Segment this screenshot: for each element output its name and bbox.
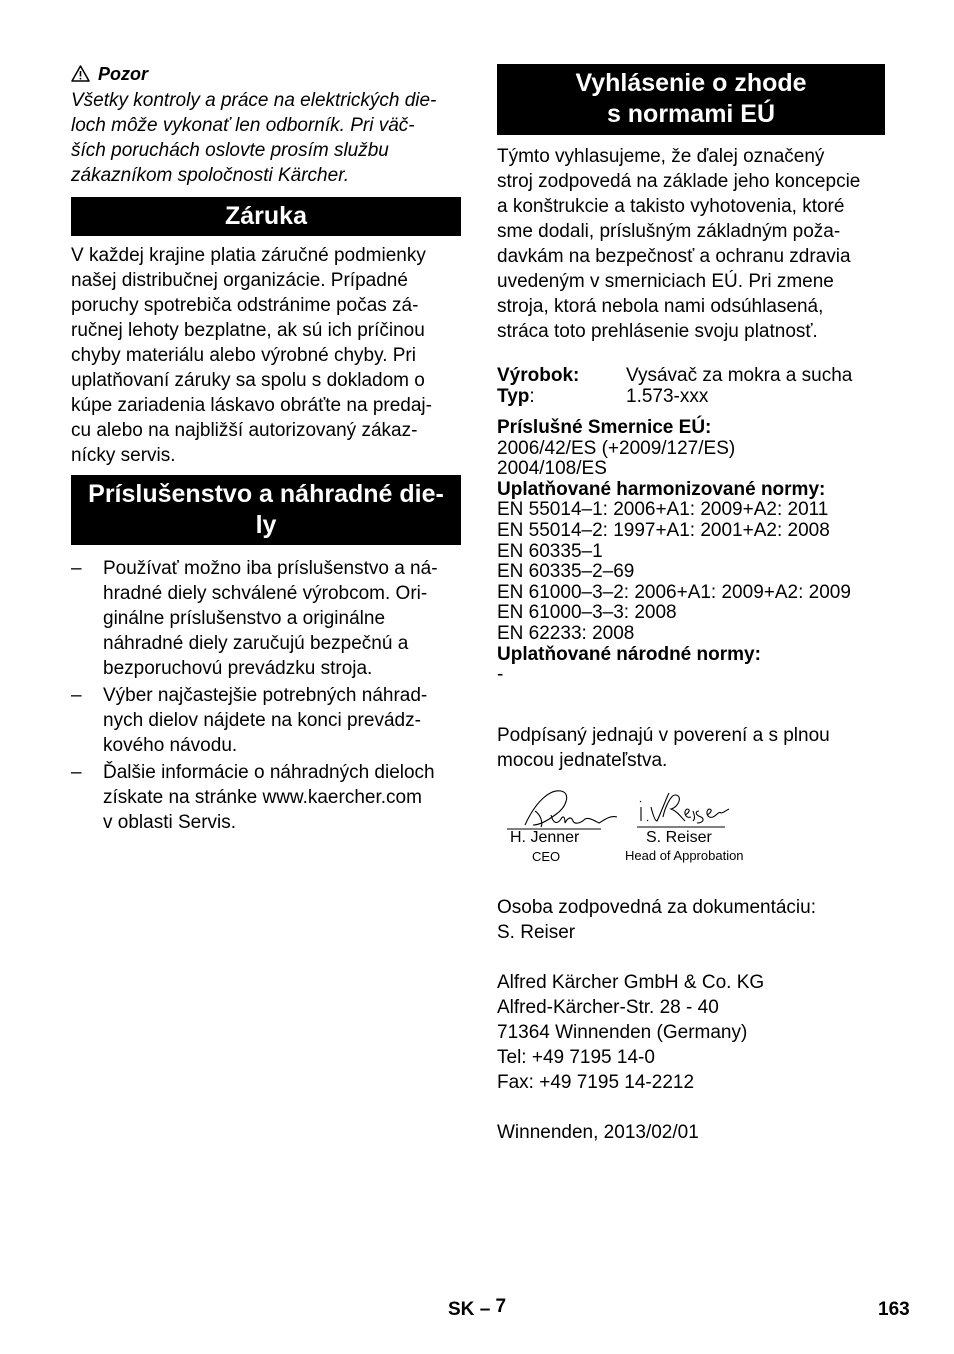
caution-line: ších poruchách oslovte prosím službu (71, 140, 389, 161)
list-item-line: Ďalšie informácie o náhradných dieloch (103, 762, 435, 783)
harmonized-item: EN 62233: 2008 (497, 622, 635, 644)
list-item-line: v oblasti Servis. (103, 812, 237, 833)
declaration-intro (497, 144, 885, 344)
national-item: - (497, 664, 504, 686)
harmonized-item: EN 61000–3–2: 2006+A1: 2009+A2: 2009 (497, 581, 851, 603)
caution-line: loch môže vykonať len odborník. Pri väč- (71, 115, 415, 136)
page-number: 163 (878, 1299, 910, 1320)
warranty-heading-text: Záruka (225, 202, 307, 230)
footer-section: SK (448, 1299, 475, 1320)
harmonized-item: EN 61000–3–3: 2008 (497, 602, 677, 624)
warranty-heading (71, 197, 461, 236)
signatory-name: S. Reiser (646, 828, 712, 846)
address-line: Alfred Kärcher GmbH & Co. KG (497, 971, 765, 993)
warranty-line: nícky servis. (71, 445, 176, 466)
accessories-list (71, 556, 461, 835)
caution-text (71, 88, 461, 188)
signatory-role: Head of Approbation (625, 847, 744, 863)
date-place (497, 1120, 885, 1145)
product-value: Vysávač za mokra a sucha (626, 365, 853, 386)
address-line: Fax: +49 7195 14-2212 (497, 1071, 695, 1093)
type-label-wrap (497, 386, 535, 407)
list-dash: – (71, 762, 82, 783)
list-item-line: Výber najčastejšie potrebných náhrad- (103, 685, 428, 706)
signature-jenner-image (505, 785, 625, 833)
product-info (497, 365, 885, 407)
intro-line: uvedeným v smerniciach EÚ. Pri zmene (497, 271, 834, 292)
harmonized-item: EN 60335–2–69 (497, 561, 635, 583)
product-row (497, 365, 885, 386)
warranty-line: ručnej lehoty bezplatne, ak sú ich príčinou (71, 320, 425, 341)
responsible-line: S. Reiser (497, 921, 576, 943)
list-item-line: nych dielov nájdete na konci prevádz- (103, 710, 421, 731)
intro-line: davkám na bezpečnosť a ochranu zdravia (497, 246, 851, 267)
directive-item: 2004/108/ES (497, 458, 607, 480)
intro-line: stráca toto prehlásenie svoju platnosť. (497, 321, 818, 342)
type-colon: : (529, 386, 535, 407)
declaration-heading (497, 64, 885, 135)
warranty-line: kúpe zariadenia láskavo obráťte na predaj- (71, 395, 432, 416)
right-column (497, 64, 885, 1145)
signed-text (497, 723, 885, 773)
caution-line: Všetky kontroly a práce na elektrických die- (71, 90, 437, 111)
company-address (497, 970, 885, 1095)
warranty-line: poruchy spotrebiča odstránime počas zá- (71, 295, 419, 316)
warranty-line: V každej krajine platia záručné podmienky (71, 245, 426, 266)
list-dash: – (71, 685, 82, 706)
product-label: Výrobok: (497, 365, 580, 386)
footer-dash: – (479, 1299, 491, 1320)
accessories-heading-line: ly (255, 511, 277, 539)
warranty-text (71, 243, 461, 468)
caution-line: zákazníkom spoločnosti Kärcher. (71, 165, 350, 186)
intro-line: stroj zodpovedá na základe jeho koncepcie (497, 171, 861, 192)
declaration-heading-line: s normami EÚ (606, 100, 776, 128)
intro-line: a konštrukcie a takisto vyhotovenia, ktoré (497, 196, 845, 217)
intro-line: sme dodali, príslušným základným poža- (497, 221, 841, 242)
intro-line: stroja, ktorá nebola nami odsúhlasená, (497, 296, 824, 317)
footer-section-label (448, 1296, 507, 1321)
declaration-heading-line: Vyhlásenie o zhode (575, 69, 807, 97)
caution-title (71, 62, 461, 86)
address-line: 71364 Winnenden (Germany) (497, 1021, 748, 1043)
signed-line: mocou jednateľstva. (497, 749, 668, 771)
list-item-line: hradné diely schválené výrobcom. Ori- (103, 583, 428, 604)
intro-line: Týmto vyhlasujeme, že ďalej označený (497, 146, 825, 167)
directive-item: 2006/42/ES (+2009/127/ES) (497, 437, 736, 459)
list-item-line: získate na stránke www.kaercher.com (103, 787, 422, 808)
signature-reiser-image (635, 787, 731, 831)
national-label: Uplatňované národné normy: (497, 643, 761, 665)
warranty-line: cu alebo na najbližší autorizovaný zákaz- (71, 420, 418, 441)
warranty-line: našej distribučnej organizácie. Prípadné (71, 270, 408, 291)
left-column (71, 62, 461, 837)
harmonized-label: Uplatňované harmonizované normy: (497, 478, 826, 500)
signatory-role: CEO (532, 848, 561, 864)
footer-section-page: 7 (495, 1296, 507, 1317)
type-row (497, 386, 885, 407)
list-item-line: ginálne príslušenstvo a originálne (103, 608, 386, 629)
list-item-line: kového návodu. (103, 735, 238, 756)
signatures (497, 785, 885, 885)
directives-label: Príslušné Smernice EÚ: (497, 417, 712, 438)
type-value: 1.573-xxx (626, 386, 709, 407)
caution-title-text: Pozor (98, 64, 149, 84)
harmonized-item: EN 55014–1: 2006+A1: 2009+A2: 2011 (497, 499, 829, 521)
address-line: Tel: +49 7195 14-0 (497, 1046, 655, 1068)
signed-line: Podpísaný jednajú v poverení a s plnou (497, 724, 830, 746)
signatory-name: H. Jenner (510, 828, 580, 846)
responsible-text (497, 895, 885, 945)
date-line: Winnenden, 2013/02/01 (497, 1121, 699, 1143)
harmonized-item: EN 60335–1 (497, 540, 603, 562)
list-item-line: bezporuchovú prevádzku stroja. (103, 658, 373, 679)
responsible-line: Osoba zodpovedná za dokumentáciu: (497, 896, 816, 918)
harmonized-item: EN 55014–2: 1997+A1: 2001+A2: 2008 (497, 519, 830, 541)
warning-triangle-icon (71, 64, 90, 88)
list-item (71, 683, 461, 758)
list-item-line: Používať možno iba príslušenstvo a ná- (103, 558, 438, 579)
list-item (71, 760, 461, 835)
warranty-line: chyby materiálu alebo výrobné chyby. Pri (71, 345, 416, 366)
accessories-heading-line: Príslušenstvo a náhradné die- (88, 480, 444, 508)
address-line: Alfred-Kärcher-Str. 28 - 40 (497, 996, 719, 1018)
accessories-heading (71, 475, 461, 545)
norms-block (497, 418, 885, 686)
type-label: Typ (497, 386, 530, 407)
list-item-line: náhradné diely zaručujú bezpečnú a (103, 633, 409, 654)
list-dash: – (71, 558, 82, 579)
list-item (71, 556, 461, 681)
warranty-line: uplatňovaní záruky sa spolu s dokladom o (71, 370, 425, 391)
